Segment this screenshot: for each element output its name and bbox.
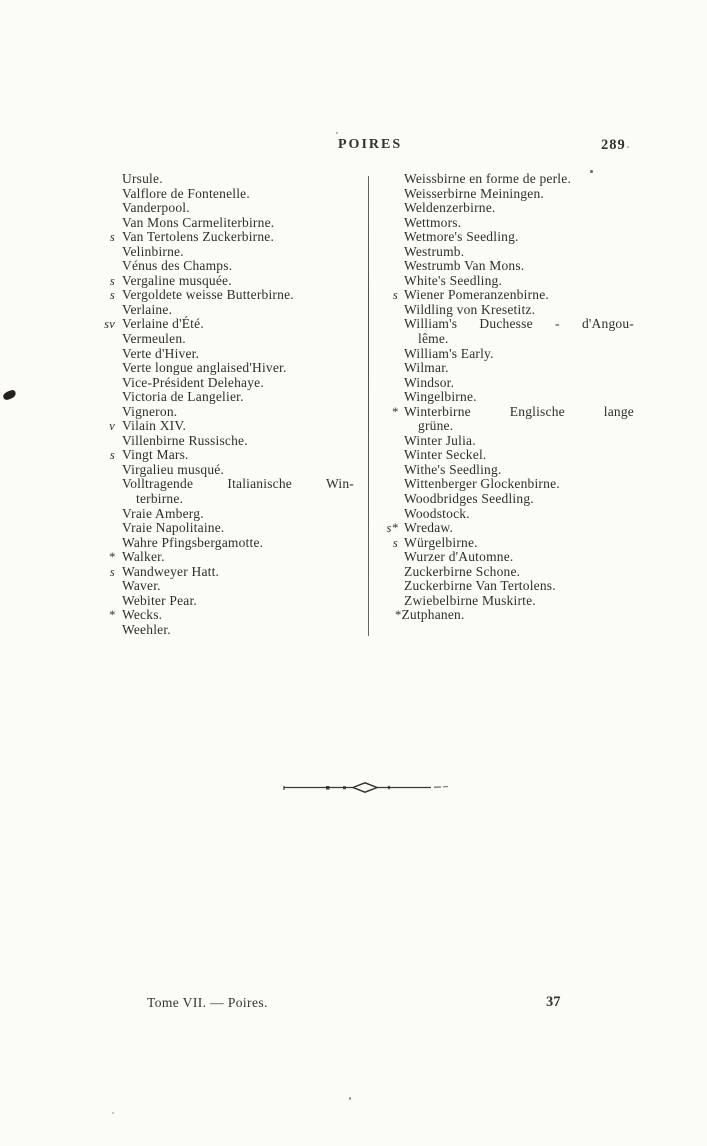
entry-marker: s	[109, 288, 115, 303]
list-item	[386, 216, 634, 231]
entry-text: Westrumb.	[404, 243, 465, 259]
list-item	[98, 579, 354, 594]
list-item	[386, 521, 634, 536]
entry-text: Westrumb Van Mons.	[404, 258, 525, 274]
scan-speck	[112, 1112, 114, 1114]
list-item	[386, 245, 634, 260]
entry-text: Velinbirne.	[122, 243, 184, 259]
entry-text: Vilain XIV.	[122, 418, 187, 434]
left-column	[98, 172, 354, 638]
entry-marker: sv	[104, 317, 115, 332]
ink-blot	[2, 389, 17, 401]
entry-text: Vraie Amberg.	[122, 505, 204, 521]
list-item	[386, 201, 634, 216]
entry-text: Ursule.	[122, 171, 163, 186]
list-item	[386, 477, 634, 492]
list-item	[98, 390, 354, 405]
entry-marker: *	[391, 404, 398, 419]
entry-text: Virgalieu musqué.	[122, 461, 225, 477]
scan-speck	[349, 1097, 351, 1100]
entry-text: Wredaw.	[404, 520, 454, 536]
entry-text: Zuckerbirne Van Tertolens.	[404, 578, 556, 594]
entry-text: lême.	[418, 331, 449, 347]
list-item	[98, 172, 354, 187]
entry-text: Wecks.	[122, 607, 163, 623]
entry-marker: *	[108, 550, 115, 565]
entry-text: Vermeulen.	[122, 331, 186, 347]
list-item	[386, 230, 634, 245]
entry-text: Vigneron.	[122, 403, 178, 419]
list-item	[386, 172, 634, 187]
entry-text: Waver.	[122, 578, 161, 594]
list-item	[386, 434, 634, 449]
scan-speck	[590, 170, 593, 173]
list-item	[98, 405, 354, 420]
entry-marker: v	[109, 419, 115, 434]
list-item	[98, 419, 354, 434]
list-item	[98, 230, 354, 245]
page-number: 289	[601, 137, 626, 153]
entry-text: Winter Julia.	[404, 432, 476, 448]
entry-text: Winter Seckel.	[404, 447, 487, 463]
list-item-continuation	[386, 419, 634, 434]
entry-text: Weissbirne en forme de perle.	[404, 171, 572, 186]
entry-text: Vraie Napolitaine.	[122, 520, 225, 536]
list-item	[386, 390, 634, 405]
entry-text: Wildling von Kresetitz.	[404, 301, 536, 317]
list-item	[98, 361, 354, 376]
list-item	[98, 332, 354, 347]
list-item	[98, 216, 354, 231]
list-item	[386, 317, 634, 332]
entry-text: Volltragende Italianische Win-	[122, 476, 354, 492]
divider-ornament-icon	[281, 779, 451, 795]
entry-text: Vénus des Champs.	[122, 258, 233, 274]
entry-text: Wingelbirne.	[404, 389, 477, 405]
list-item	[386, 347, 634, 362]
list-item	[98, 463, 354, 478]
list-item-continuation	[386, 332, 634, 347]
entry-text: Vanderpool.	[122, 200, 190, 216]
entry-text: Wandweyer Hatt.	[122, 563, 220, 579]
entry-text: Weldenzerbirne.	[404, 200, 496, 216]
entry-text: Vingt Mars.	[122, 447, 189, 463]
list-item	[386, 492, 634, 507]
entry-text: Windsor.	[404, 374, 455, 390]
list-item	[386, 550, 634, 565]
list-item	[386, 259, 634, 274]
entry-text: Wiener Pomeranzenbirne.	[404, 287, 549, 303]
entry-text: Valflore de Fontenelle.	[122, 185, 250, 201]
entry-text: Wurzer d'Automne.	[404, 549, 514, 565]
section-divider-ornament	[281, 779, 451, 795]
list-item	[98, 623, 354, 638]
entry-text: Wilmar.	[404, 360, 449, 376]
entry-marker: s	[109, 273, 115, 288]
entry-text: Victoria de Langelier.	[122, 389, 244, 405]
list-item	[386, 288, 634, 303]
entry-text: Withe's Seedling.	[404, 461, 502, 477]
list-item	[98, 245, 354, 260]
footer-tome-label: Tome VII. — Poires.	[147, 995, 268, 1010]
list-item	[386, 594, 634, 609]
entry-text: William's Duchesse - d'Angou-	[404, 316, 634, 332]
entry-text: William's Early.	[404, 345, 494, 361]
entry-text: Weisserbirne Meiningen.	[404, 185, 544, 201]
list-item	[386, 303, 634, 318]
list-item	[98, 274, 354, 289]
entry-text: Zutphanen.	[401, 607, 465, 623]
entry-text: Woodbridges Seedling.	[404, 491, 534, 507]
entry-marker: s*	[386, 521, 398, 536]
list-item-continuation	[98, 492, 354, 507]
list-item	[98, 550, 354, 565]
list-item	[98, 187, 354, 202]
list-item	[98, 317, 354, 332]
list-item	[386, 579, 634, 594]
entry-text: Villenbirne Russische.	[122, 432, 248, 448]
list-item	[386, 463, 634, 478]
entry-text: Weehler.	[122, 621, 171, 637]
entry-text: Verlaine d'Été.	[122, 316, 204, 332]
entry-text: Verte longue anglaised'Hiver.	[122, 360, 287, 376]
list-item	[98, 347, 354, 362]
entry-text: Vergaline musquée.	[122, 272, 232, 288]
entry-text: Van Mons Carmeliterbirne.	[122, 214, 275, 230]
entry-text: White's Seedling.	[404, 272, 503, 288]
scan-speck	[336, 132, 338, 134]
list-item	[98, 448, 354, 463]
list-item	[98, 201, 354, 216]
entry-marker: s	[109, 564, 115, 579]
entry-marker: s	[109, 230, 115, 245]
entry-marker: s	[392, 288, 398, 303]
entry-text: Walker.	[122, 549, 165, 565]
list-item	[386, 274, 634, 289]
entry-marker: *	[108, 608, 115, 623]
scan-speck	[627, 146, 629, 148]
list-item	[386, 565, 634, 580]
entry-text: Zwiebelbirne Muskirte.	[404, 592, 536, 608]
entry-text: Verte d'Hiver.	[122, 345, 200, 361]
list-item	[386, 448, 634, 463]
list-item	[98, 259, 354, 274]
entry-text: Webiter Pear.	[122, 592, 197, 608]
entry-text: Wettmors.	[404, 214, 462, 230]
entry-text: Vice-Président Delehaye.	[122, 374, 264, 390]
column-divider-rule	[368, 176, 369, 636]
list-item	[386, 187, 634, 202]
list-item	[98, 303, 354, 318]
list-item	[98, 521, 354, 536]
list-item	[98, 594, 354, 609]
list-item	[98, 507, 354, 522]
list-item	[98, 434, 354, 449]
entry-text: Vergoldete weisse Butterbirne.	[122, 287, 294, 303]
entry-text: terbirne.	[136, 491, 184, 507]
entry-text: Verlaine.	[122, 301, 173, 317]
footer-signature-number: 37	[546, 994, 561, 1010]
list-item	[98, 376, 354, 391]
list-item	[386, 361, 634, 376]
entry-text: Wahre Pfingsbergamotte.	[122, 534, 264, 550]
entry-text: Wetmore's Seedling.	[404, 229, 519, 245]
entry-text: Wittenberger Glockenbirne.	[404, 476, 560, 492]
list-item	[386, 507, 634, 522]
entry-text: Zuckerbirne Schone.	[404, 563, 521, 579]
page-title: POIRES	[338, 137, 403, 152]
list-item	[386, 608, 634, 623]
entry-text: grüne.	[418, 418, 454, 434]
right-column	[386, 172, 634, 623]
list-item	[98, 288, 354, 303]
list-item	[98, 477, 354, 492]
list-item	[386, 376, 634, 391]
list-item	[98, 565, 354, 580]
list-item	[386, 405, 634, 420]
entry-marker: *	[395, 608, 402, 623]
entry-text: Winterbirne Englische lange	[404, 403, 634, 419]
entry-marker: s	[392, 535, 398, 550]
entry-marker: s	[109, 448, 115, 463]
entry-text: Würgelbirne.	[404, 534, 478, 550]
list-item	[98, 536, 354, 551]
list-item	[386, 536, 634, 551]
list-item	[98, 608, 354, 623]
entry-text: Van Tertolens Zuckerbirne.	[122, 229, 275, 245]
entry-text: Woodstock.	[404, 505, 470, 521]
